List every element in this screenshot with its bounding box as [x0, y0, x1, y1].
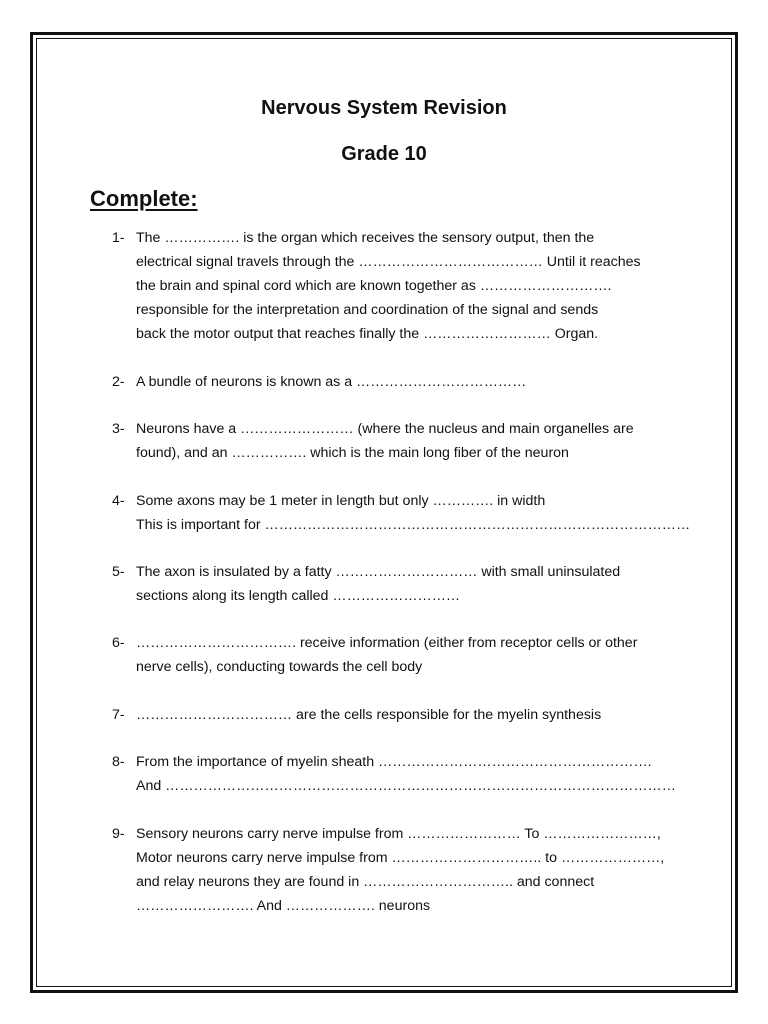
question-line: back the motor output that reaches finally the ……………………… Organ. [136, 326, 599, 342]
question-line: ……………………………. receive information (either from receptor cells or other [136, 635, 638, 651]
question-line: Motor neurons carry nerve impulse from ………………………….. to …………………, [136, 850, 665, 866]
question-number: 8- [112, 754, 125, 770]
worksheet-title: Nervous System Revision [261, 97, 507, 119]
question-line: A bundle of neurons is known as a ……………………………… [136, 374, 527, 390]
question-1 [112, 226, 692, 346]
question-line: Some axons may be 1 meter in length but only …………. in width [136, 493, 546, 509]
question-line: And ……………………………………………………………………………………………… [136, 778, 676, 794]
question-9 [112, 822, 692, 918]
question-number: 6- [112, 635, 125, 651]
question-line: electrical signal travels through the ………………………………… Until it reaches [136, 254, 641, 270]
question-line: ……………………. And ………………. neurons [136, 898, 431, 914]
question-line: Neurons have a …………………… (where the nucleus and main organelles are [136, 421, 634, 437]
question-line: This is important for ……………………………………………………………………………… [136, 517, 691, 533]
question-number: 2- [112, 374, 125, 390]
question-number: 4- [112, 493, 125, 509]
question-line: responsible for the interpretation and coordination of the signal and sends [136, 302, 599, 318]
question-line: nerve cells), conducting towards the cell body [136, 659, 423, 675]
question-line: …………………………… are the cells responsible for the myelin synthesis [136, 707, 602, 723]
section-heading: Complete: [90, 186, 198, 211]
question-number: 5- [112, 564, 125, 580]
question-line: From the importance of myelin sheath …………………………………………………. [136, 754, 652, 770]
question-7 [112, 703, 692, 727]
question-line: The axon is insulated by a fatty ………………………… with small uninsulated [136, 564, 621, 580]
question-number: 7- [112, 707, 125, 723]
question-number: 1- [112, 230, 125, 246]
question-6 [112, 631, 692, 679]
question-line: Sensory neurons carry nerve impulse from …………………… To ……………………, [136, 826, 661, 842]
question-3 [112, 417, 692, 465]
question-number: 9- [112, 826, 125, 842]
question-line: and relay neurons they are found in ………………………….. and connect [136, 874, 595, 890]
question-number: 3- [112, 421, 125, 437]
grade-label: Grade 10 [341, 143, 427, 165]
question-2 [112, 370, 692, 394]
question-5 [112, 560, 692, 608]
question-line: the brain and spinal cord which are known together as ………………………. [136, 278, 612, 294]
question-line: The ……………. is the organ which receives the sensory output, then the [136, 230, 595, 246]
question-8 [112, 750, 692, 798]
question-4 [112, 489, 692, 537]
question-line: found), and an ……………. which is the main long fiber of the neuron [136, 445, 569, 461]
question-line: sections along its length called ……………………… [136, 588, 461, 604]
